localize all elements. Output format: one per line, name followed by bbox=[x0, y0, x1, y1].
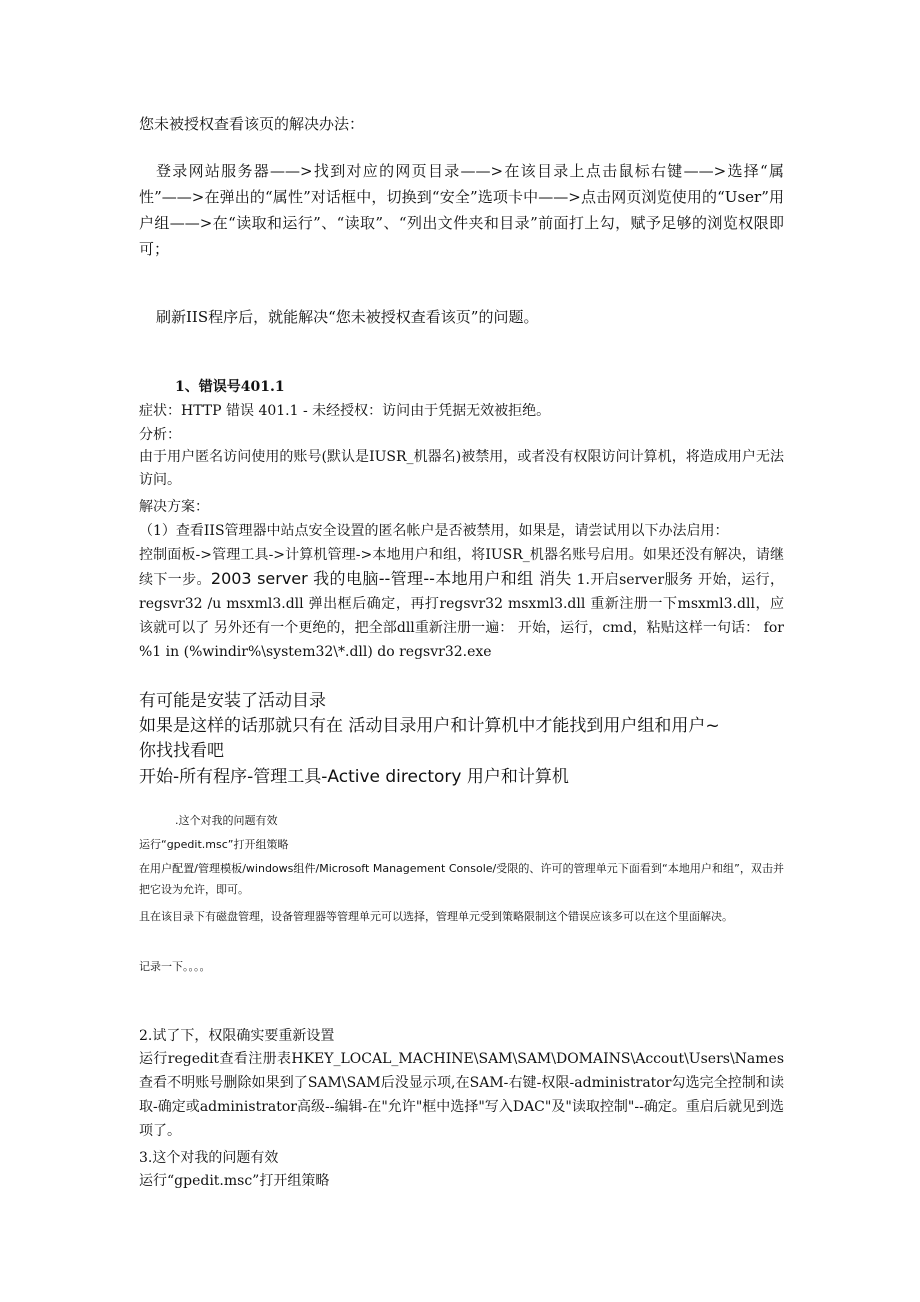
start-server-service-text: 1.开启server服务 bbox=[576, 572, 694, 588]
disk-management-line: 且在该目录下有磁盘管理，设备管理器等管理单元可以选择，管理单元受到策略限制这个错误应该多可以在这个里面解决。 bbox=[139, 910, 733, 923]
run-gpedit-line-2: 运行“gpedit.msc”打开组策略 bbox=[139, 1173, 330, 1189]
doc-title: 您未被授权查看该页的解决办法： bbox=[139, 115, 365, 133]
paragraph-refresh-iis: 刷新IIS程序后，就能解决“您未被授权查看该页”的问题。 bbox=[156, 308, 539, 326]
paragraph-login-steps: 登录网站服务器——>找到对应的网页目录——>在该目录上点击鼠标右键——>选择“属性”——>在弹出的“属性”对话框中，切换到“安全”选项卡中——>点击网页浏览使用的“User”用户组——>在“读取和运行”、“读取”、“列出文件夹和目录”前面打上勾，赋予足够的浏览权限即可； bbox=[139, 162, 784, 258]
effective-note-3: 3.这个对我的问题有效 bbox=[139, 1150, 279, 1166]
server-2003-text: 2003 server 我的电脑--管理--本地用户和组 消失 bbox=[210, 569, 572, 588]
regedit-instructions: 运行regedit查看注册表HKEY_LOCAL_MACHINE\SAM\SAM\DOMAINS\Accout\Users\Names 查看不明账号删除如果到了SAM\SAM后没显示项,在SAM-右键-权限-administrator勾选完全控制和读取-确定或administrator高级--编辑-在"允许"框中选择"写入DAC"及"读取控制"--确定。重启后就见到选项了。 bbox=[139, 1051, 812, 1139]
section-heading-401-1: 1、错误号401.1 bbox=[175, 379, 285, 395]
active-directory-line-4: 开始-所有程序-管理工具-Active directory 用户和计算机 bbox=[139, 767, 569, 787]
solution-step-1: （1）查看IIS管理器中站点安全设置的匿名帐户是否被禁用，如果是，请尝试用以下办法启用： bbox=[139, 523, 729, 539]
regsvr-instructions: 开始，运行，regsvr32 /u msxml3.dll 弹出框后确定，再打regsvr32 msxml3.dll 重新注册一下msxml3.dll，应该就可以了 另外还有一个更绝的，把全部dll重新注册一遍： 开始，运行，cmd，粘贴这样一句话： for %1 in (%windir%\system32\*.dll) do regsvr32.exe bbox=[139, 572, 784, 660]
analysis-text: 由于用户匿名访问使用的账号(默认是IUSR_机器名)被禁用，或者没有权限访问计算机，将造成用户无法访问。 bbox=[139, 449, 784, 488]
solution-block bbox=[139, 543, 784, 664]
permission-reset-line: 2.试了下，权限确实要重新设置 bbox=[139, 1028, 335, 1044]
run-gpedit-line: 运行“gpedit.msc”打开组策略 bbox=[139, 838, 289, 851]
active-directory-line-1: 有可能是安装了活动目录 bbox=[139, 691, 326, 711]
gpedit-path-line: 在用户配置/管理模板/windows组件/Microsoft Management Console/受限的、许可的管理单元下面看到“本地用户和组”，双击并把它设为允许，即可。 bbox=[139, 862, 784, 896]
symptom-line: 症状：HTTP 错误 401.1 - 未经授权：访问由于凭据无效被拒绝。 bbox=[139, 403, 551, 419]
solution-label: 解决方案： bbox=[139, 499, 209, 515]
record-line: 记录一下。。。。 bbox=[139, 960, 211, 973]
analysis-label: 分析： bbox=[139, 427, 181, 443]
effective-note: .这个对我的问题有效 bbox=[175, 814, 278, 827]
active-directory-line-2: 如果是这样的话那就只有在 活动目录用户和计算机中才能找到用户组和用户~ bbox=[139, 716, 720, 736]
active-directory-line-3: 你找找看吧 bbox=[139, 741, 224, 761]
control-panel-text: 控制面板->管理工具->计算机管理->本地用户和组，将IUSR_机器名账号启用。如果还没有解决，请继续下一步。 bbox=[139, 547, 784, 588]
